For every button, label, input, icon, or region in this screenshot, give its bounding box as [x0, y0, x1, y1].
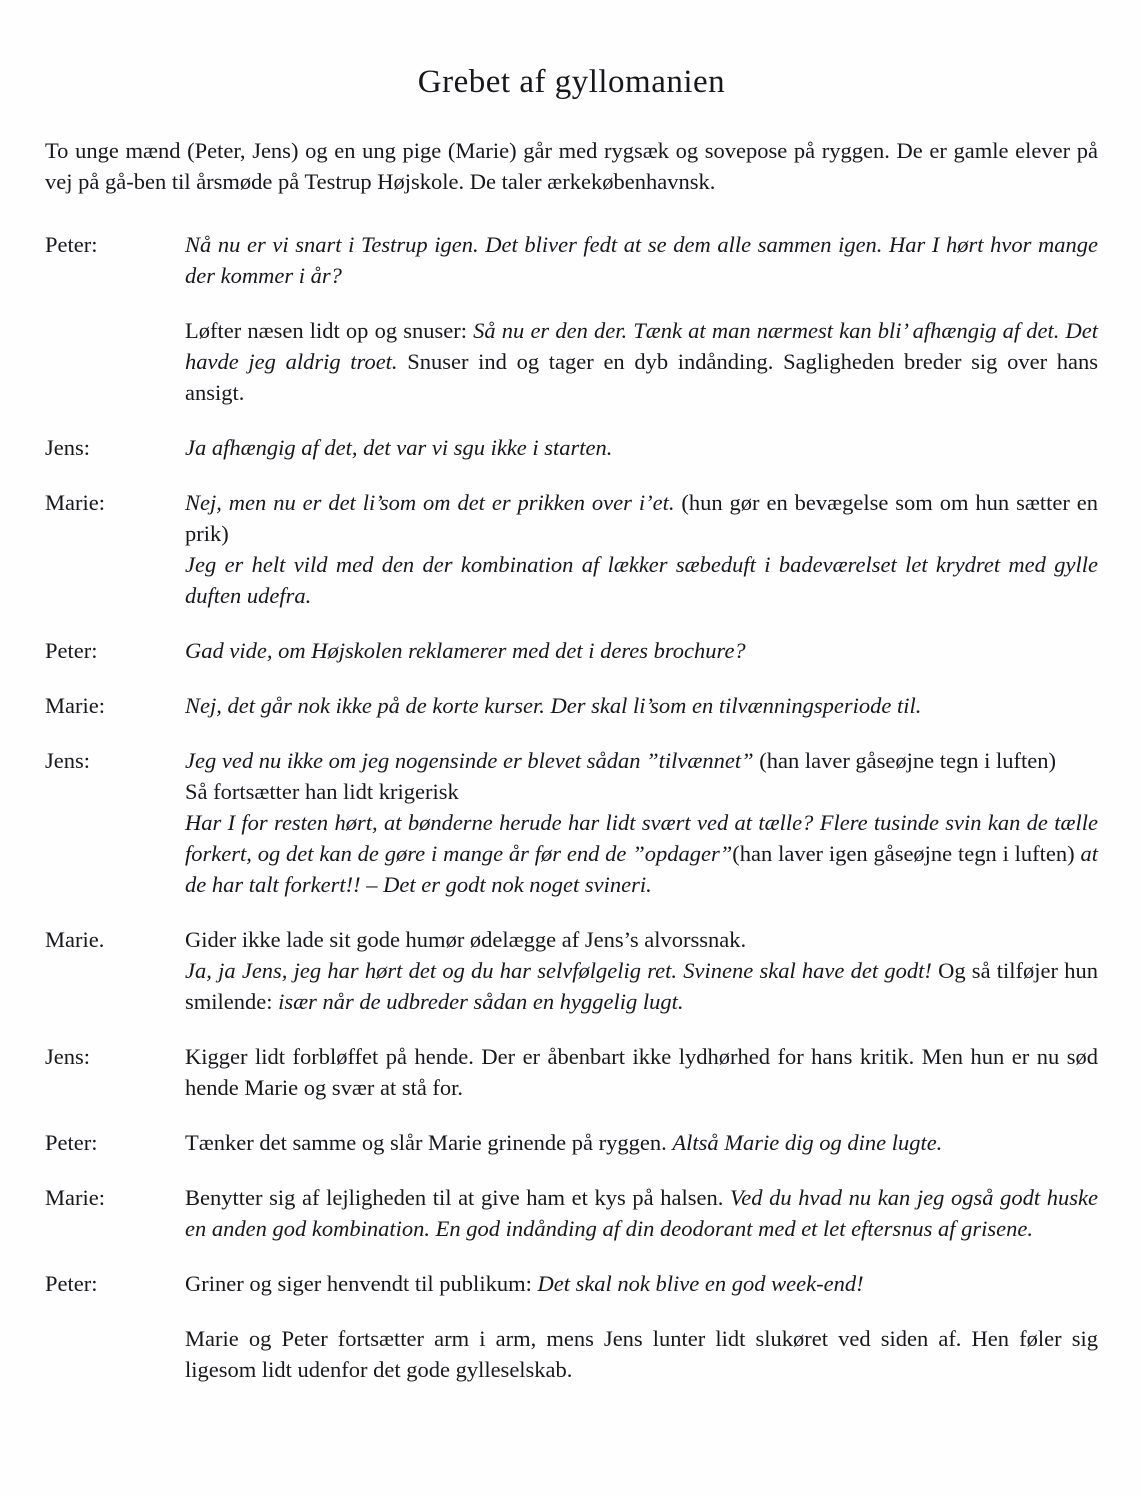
spoken-line: Nej, det går nok ikke på de korte kurser. Der skal li’som en tilvænningsperiode til.: [185, 693, 922, 718]
speaker-label: Marie.: [45, 927, 105, 952]
dialogue-paragraph: [185, 229, 1098, 291]
stage-direction: Kigger lidt forbløffet på hende. Der er åbenbart ikke lydhørhed for hans kritik. Men hun er nu sød hende Marie og svær at stå for.: [185, 1044, 1098, 1100]
dialogue-paragraph: [185, 432, 1098, 463]
spoken-line: Gad vide, om Højskolen reklamerer med det i deres brochure?: [185, 638, 746, 663]
spoken-line: især når de udbreder sådan en hyggelig lugt.: [278, 989, 684, 1014]
dialogue-paragraph: [185, 487, 1098, 549]
speaker-label: Marie:: [45, 1185, 105, 1210]
stage-direction: Griner og siger henvendt til publikum:: [185, 1271, 538, 1296]
dialogue-text: [185, 1268, 1098, 1299]
dialogue-block: [45, 635, 1098, 666]
dialogue-paragraph: [185, 690, 1098, 721]
stage-direction: Benytter sig af lejligheden til at give ham et kys på halsen.: [185, 1185, 731, 1210]
dialogue-paragraph: [185, 924, 1098, 955]
stage-direction: Snuser ind og tager en dyb indånding. Sagligheden breder sig over hans ansigt.: [185, 349, 1098, 405]
dialogue-text: [185, 1182, 1098, 1244]
spoken-line: Ja afhængig af det, det var vi sgu ikke i starten.: [185, 435, 613, 460]
dialogue-text: [185, 690, 1098, 721]
dialogue-paragraph: [185, 1127, 1098, 1158]
stage-direction: (han laver gåseøjne tegn i luften): [753, 748, 1056, 773]
speaker-label: [45, 1323, 185, 1385]
stage-direction: Marie og Peter fortsætter arm i arm, mens Jens lunter lidt slukøret ved siden af. Hen føler sig ligesom lidt udenfor det gode gylleselskab.: [185, 1326, 1098, 1382]
spoken-line: Nej, men nu er det li’som om det er prikken over i’et.: [185, 490, 675, 515]
dialogue-paragraph: [185, 955, 1098, 1017]
speaker-label: Marie:: [45, 693, 105, 718]
scene-description: To unge mænd (Peter, Jens) og en ung pige (Marie) går med rygsæk og sovepose på ryggen. De er gamle elever på vej på gå-ben til årsmøde på Testrup Højskole. De taler ærkekøbenhavnsk.: [45, 138, 1098, 194]
dialogue-text: [185, 745, 1098, 900]
dialogue-paragraph: [185, 745, 1098, 776]
dialogue-block: [45, 315, 1098, 408]
page-title: Grebet af gyllomanien: [417, 64, 726, 100]
dialogue-block: [45, 1182, 1098, 1244]
speaker-label: Marie:: [45, 490, 105, 515]
dialogue-block: [45, 1041, 1098, 1103]
dialogue-paragraph: [185, 1041, 1098, 1103]
spoken-line: Det skal nok blive en god week-end!: [537, 1271, 864, 1296]
speaker-label: Jens:: [45, 748, 90, 773]
dialogue-block: [45, 487, 1098, 611]
dialogue-text: [185, 1323, 1098, 1385]
dialogue-block: [45, 690, 1098, 721]
spoken-line: Har I for resten hørt, at bønderne herude har lidt svært ved at tælle? Flere tusinde svin kan de tælle forkert, og det kan de gøre i mange år før end de ”opdager”: [185, 810, 1098, 866]
spoken-line: Ja, ja Jens, jeg har hørt det og du har selvfølgelig ret. Svinene skal have det godt!: [185, 958, 932, 983]
dialogue-block: [45, 745, 1098, 900]
dialogue-block: [45, 229, 1098, 291]
dialogue-text: [185, 432, 1098, 463]
spoken-line: Ved du hvad nu kan jeg også godt huske en anden god kombination. En god indånding af din deodorant med et let eftersnus af grisene.: [185, 1185, 1098, 1241]
dialogue-text: [185, 229, 1098, 291]
spoken-line: Altså Marie dig og dine lugte.: [672, 1130, 943, 1155]
dialogue-paragraph: [185, 549, 1098, 611]
speaker-label: Peter:: [45, 232, 98, 257]
spoken-line: Så nu er den der. Tænk at man nærmest kan bli’ afhængig af det. Det havde jeg aldrig troet.: [185, 318, 1098, 374]
stage-direction: Gider ikke lade sit gode humør ødelægge af Jens’s alvorssnak.: [185, 927, 747, 952]
stage-direction: Tænker det samme og slår Marie grinende på ryggen.: [185, 1130, 673, 1155]
dialogue-paragraph: [185, 1268, 1098, 1299]
spoken-line: at de har talt forkert!! – Det er godt nok noget svineri.: [185, 841, 1098, 897]
dialogue-text: [185, 487, 1098, 611]
stage-direction: Så fortsætter han lidt krigerisk: [185, 779, 459, 804]
dialogue-block: [45, 924, 1098, 1017]
speaker-label: [45, 315, 185, 408]
dialogue-list: [45, 229, 1098, 1385]
dialogue-text: [185, 1041, 1098, 1103]
dialogue-paragraph: [185, 635, 1098, 666]
dialogue-paragraph: [185, 1182, 1098, 1244]
dialogue-block: [45, 432, 1098, 463]
speaker-label: Peter:: [45, 1271, 98, 1296]
dialogue-paragraph: [185, 315, 1098, 408]
dialogue-paragraph: [185, 807, 1098, 900]
dialogue-text: [185, 635, 1098, 666]
stage-direction: Og så tilføjer hun smilende:: [185, 958, 1098, 1014]
dialogue-paragraph: [185, 776, 1098, 807]
spoken-line: Jeg ved nu ikke om jeg nogensinde er blevet sådan ”tilvænnet”: [185, 748, 754, 773]
speaker-label: Jens:: [45, 435, 90, 460]
stage-direction: Løfter næsen lidt op og snuser:: [185, 318, 474, 343]
dialogue-block: [45, 1127, 1098, 1158]
spoken-line: Nå nu er vi snart i Testrup igen. Det bliver fedt at se dem alle sammen igen. Har I hørt hvor mange der kommer i år?: [185, 232, 1098, 288]
speaker-label: Peter:: [45, 1130, 98, 1155]
dialogue-text: [185, 1127, 1098, 1158]
spoken-line: Jeg er helt vild med den der kombination af lækker sæbeduft i badeværelset let krydret med gylle duften udefra.: [185, 552, 1098, 608]
dialogue-text: [185, 924, 1098, 1017]
dialogue-block: [45, 1268, 1098, 1299]
stage-direction: (hun gør en bevægelse som om hun sætter en prik): [185, 490, 1099, 546]
speaker-label: Jens:: [45, 1044, 90, 1069]
stage-direction: (han laver igen gåseøjne tegn i luften): [732, 841, 1081, 866]
dialogue-text: [185, 315, 1098, 408]
speaker-label: Peter:: [45, 638, 98, 663]
dialogue-block: [45, 1323, 1098, 1385]
dialogue-paragraph: [185, 1323, 1098, 1385]
